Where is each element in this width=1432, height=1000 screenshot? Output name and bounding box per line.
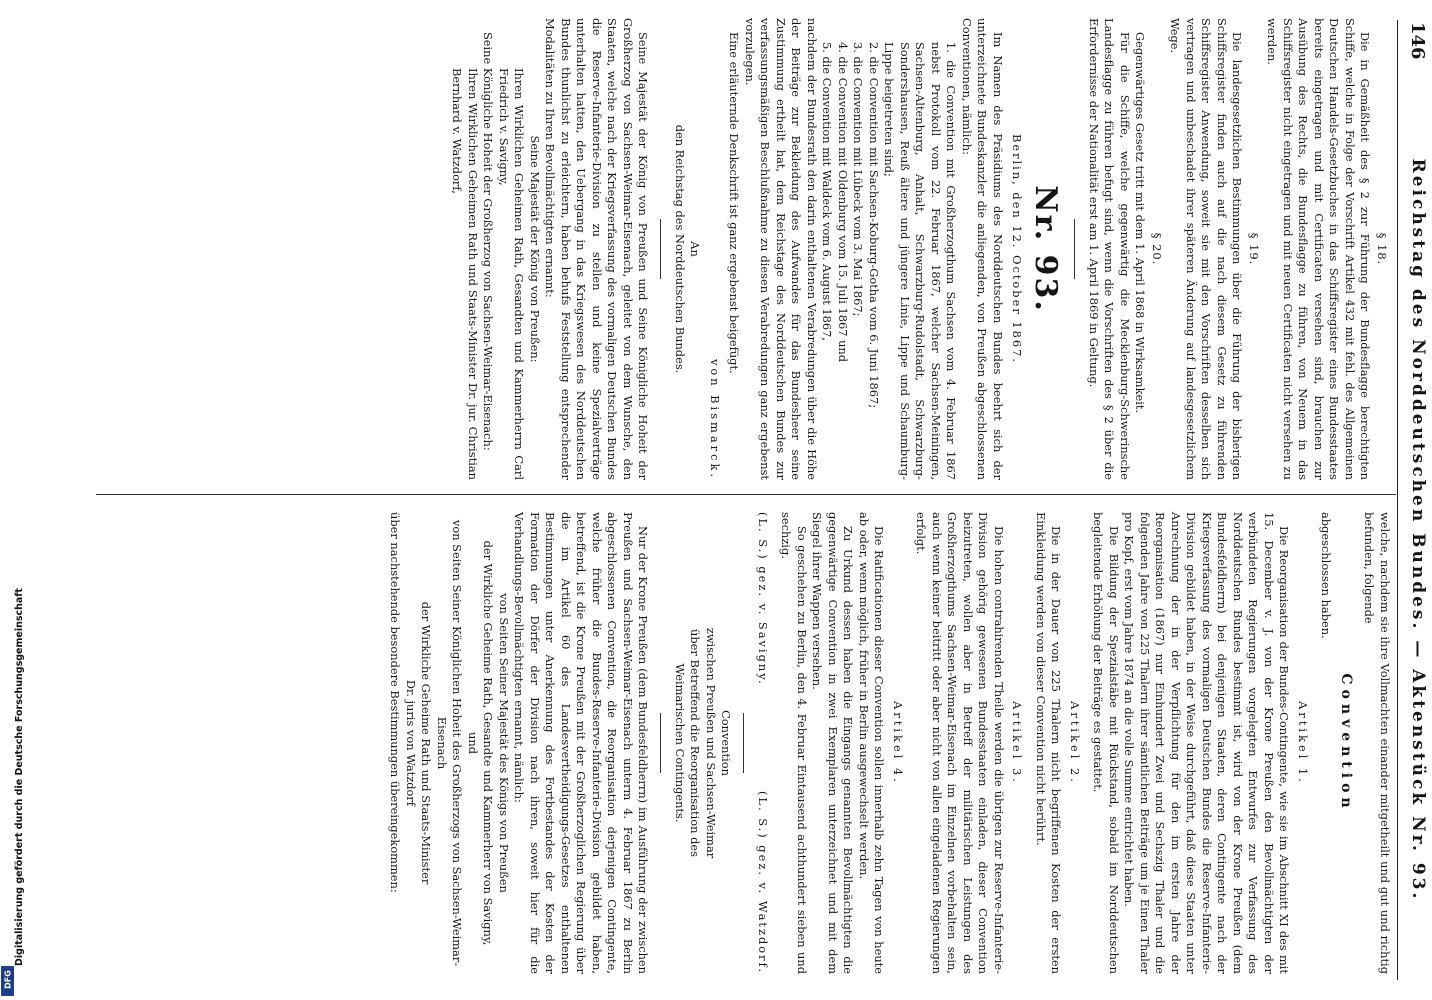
continuation-paragraph: welche, nachdem sie ihre Vollmachten einander mitgetheilt und gut und richtig befunden, folgende bbox=[1362, 512, 1392, 974]
second-convention-title: Convention bbox=[719, 710, 734, 776]
article-1-heading: Artikel 1. bbox=[1296, 701, 1310, 785]
party-2-representative-name: Dr. juris von Watzdorf bbox=[404, 679, 418, 807]
convention-list bbox=[819, 18, 959, 480]
party-1-heading: von Seiten Seiner Majestät des Königs von Preußen bbox=[497, 593, 511, 893]
addressee: den Reichstag des Norddeutschen Bundes. bbox=[673, 124, 687, 374]
left-column bbox=[449, 18, 1392, 480]
dfg-logo-text: DFG bbox=[3, 970, 13, 989]
document-title: Nr. 93. bbox=[1028, 185, 1064, 313]
article-2-text: Die in der Dauer von 225 Thalern nicht begriffenen Kosten der ersten Einkleidung werden von dieser Convention nicht berührt. bbox=[1034, 512, 1064, 974]
article-1-text: Die Reorganisation der Bundes-Contingente, wie sie im Abschnitt XI des mit 15. December v. J. von der Krone Preußen den Bevollmächtigten der verbündeten Regierungen vorgelegten Entwurfes zur Verfassung des Norddeutschen Bundes bestimmt ist, wird von der Krone Preußen (dem Bundesfeldherrn) bei denjenigen Staaten, deren Contingente nach der Kriegsverfassung des vormaligen Deutschen Bundes die Reserve-Infanterie-Division gebildet haben, in der Weise durchgeführt, daß diese Staaten unter Anrechnung der in der Verpflichtung für den im ersten Jahre der Reorganisation (1867) nur Einhundert Zwei und Sechszig Thaler und die folgenden Jahre von 225 Thalern ihrer sämtlichen Beiträge um je Einen Thaler pro Kopf, erst vom Jahre 1874 an die volle Summe entrichtet haben. bbox=[1122, 512, 1292, 974]
intro-paragraph: Im Namen des Präsidiums des Norddeutschen Bundes beehrt sich der unterzeichnete Bundeskanzler die anliegenden, von Preußen abgeschlossenen Conventionen, nämlich: bbox=[960, 18, 1005, 480]
convention-closing: abgeschlossen haben. bbox=[1319, 512, 1334, 639]
printed-sheet bbox=[90, 0, 1432, 1000]
plenipotentiary-1-name: Ihren Wirklichen Geheimen Rath, Gesandten und Kammerherrn Carl Friedrich v. Savigny, bbox=[497, 68, 527, 480]
section-20-heading: § 20. bbox=[1150, 232, 1164, 266]
article-2-heading: Artikel 2. bbox=[1068, 701, 1082, 785]
list-item: 2. die Convention mit Sachsen-Koburg-Gotha vom 6. Juni 1867; bbox=[867, 42, 881, 409]
article-3-heading: Artikel 3. bbox=[1010, 701, 1025, 785]
separator-rule bbox=[661, 219, 662, 279]
column-divider bbox=[96, 494, 1396, 495]
right-column bbox=[387, 512, 1392, 974]
digitization-sidebar bbox=[0, 0, 26, 1000]
party-2-representative: der Wirkliche Geheime Rath und Staats-Minister bbox=[419, 601, 434, 885]
plenipotentiary-2-name: Ihren Wirklichen Geheimen Rath und Staats-Minister Dr. jur. Christian Bernhard v. Watzdorf, bbox=[450, 68, 480, 480]
article-4-text-3: So geschehen zu Berlin, den 4. Februar Eintausend achthundert sieben und sechzig. bbox=[779, 512, 809, 974]
list-item: 3. die Convention mit Lübeck vom 3. Mai 1867; bbox=[851, 42, 866, 317]
signature-savigny: (L. S.) gez. v. Savigny. bbox=[756, 512, 770, 686]
article-1-text-2: Die Bildung der Spezialstäbe mit Rückstand, sobald im Norddeutschen begleitende Erhöhung der Beiträge es gestattet. bbox=[1091, 512, 1121, 974]
convention-title: Convention bbox=[1338, 673, 1354, 813]
addressee-an: An bbox=[688, 241, 703, 257]
party-1-representative: der Wirkliche Geheime Rath, Gesandte und Kammerherr von Savigny, bbox=[481, 540, 496, 946]
section-18-heading: § 18. bbox=[1375, 232, 1389, 266]
separator-rule bbox=[1075, 219, 1076, 279]
protocol-paragraph: Nur der Krone Preußen (dem Bundesfeldherrn) im Ausführung der zwischen Preußen und Sachsen-Weimar-Eisenach unterm 4. Februar 1867 zu Berlin abgeschlossenen Convention, die Reorganisation derjenigen Contingente, welche früher die Bundes-Reserve-Infanterie-Division gebildet haben, betreffend, ist die Krone Preußen mit der Großherzoglichen Regierung über die im Artikel 60 des Landesvertheidigungs-Gesetzes enthaltenen Bestimmungen unter Anerkennung des Fortbestandes der Kosten der Formation der Dörfer der Division nach ihren, soweit hier für die Verhandlungs-Bevollmächtigten ernannt, nämlich: bbox=[512, 512, 651, 974]
plenipotentiary-2-heading: Seine Königliche Hoheit der Großherzog von Sachsen-Weimar-Eisenach: bbox=[481, 32, 496, 451]
list-item: 1. die Convention mit Großherzogthum Sachsen vom 4. Februar 1867 nebst Protokoll vom 22. Februar 1867, welcher Sachsen-Meiningen, Sachsen-Altenburg, Anhalt, Schwarzburg-Rudolstadt, Schwarzburg-Sondershausen, Reuß ältere und jüngere Linie, Lippe und Schaumburg-Lippe beigetreten sind; bbox=[882, 42, 959, 480]
after-list-paragraph: nachdem der Bundesrath den darin enthaltenen Verabredungen über die Höhe der Beiträge zur Bekleidung des Aufwandes für das Bundesheer seine Zustimmung ertheilt hat, dem Reichstage des Norddeutschen Bundes zur verfassungsmäßigen Beschlußnahme zu diesen Verabredungen ganz ergebenst vorzulegen. bbox=[743, 18, 819, 480]
separator-rule bbox=[744, 713, 745, 773]
article-4-text-2: Zu Urkund dessen haben die Eingangs genannten Bevollmächtigten die gegenwärtige Convention in zwei Exemplaren unterzeichnet und mit dem Siegel ihrer Wappen versehen. bbox=[810, 512, 856, 974]
final-line: über nachstehende besondere Bestimmungen übereingekommen: bbox=[388, 512, 403, 893]
section-19-heading: § 19. bbox=[1247, 232, 1261, 266]
list-item: 4. die Convention mit Oldenburg vom 15. Juli 1867 und bbox=[836, 42, 850, 363]
article-3-text: Die hohen contrahirenden Theile werden die übrigen zur Reserve-Infanterie-Division gehörig gewesenen Bundesstaaten einladen, dieser Convention beizutreten, wollen aber in Betreff der militärischen Leistungen des Großherzogthums Sachsen-Weimar-Eisenach im Einzelnen vorbehalten sein, auch wenn keiner beitritt oder aber nicht von allen eingeladenen Regierungen erfolgt. bbox=[914, 512, 1006, 974]
section-19-text: Die landesgesetzlichen Bestimmungen über die Führung der bisherigen Schiffsregister finden auch auf die nach diesem Gesetz zu führenden Schiffsregister Anwendung, soweit sie mit den Vorschriften desselben sich vertragen und unbeschadet ihrer späteren Änderung auf landesgesetzlichem Wege. bbox=[1168, 18, 1245, 480]
digitization-credit: Digitalisierung gefördert durch die Deutsche Forschungsgemeinschaft bbox=[14, 588, 25, 966]
date-line: Berlin, den 12. October 1867. bbox=[1010, 133, 1025, 364]
second-convention-subtitle-1: zwischen Preußen und Sachsen-Weimar bbox=[704, 627, 718, 859]
section-20-text-2: Für die Schiffe, welche gegenwärtig die Mecklenburg-Schwerinsche Landesflagge zu führen befugt sind, wenn die Vorschriften des § 2 über die Erfordernisse der Nationalität erst am 1. April 1869 in Geltung. bbox=[1087, 18, 1132, 480]
conjunction-und: und bbox=[466, 732, 480, 754]
party-2-heading: von Seiten Seiner Königlichen Hoheit des Großherzogs von Sachsen-Weimar-Eisenach bbox=[435, 519, 465, 967]
article-4-heading: Artikel 4. bbox=[891, 701, 905, 785]
explanation-line: Eine erläuternde Denkschrift ist ganz ergebenst beigefügt. bbox=[727, 32, 742, 374]
running-head: Reichstag des Norddeutschen Bundes. — Aktenstück Nr. 93. bbox=[1408, 158, 1428, 902]
scanned-page bbox=[90, 0, 1432, 1000]
section-20-text: Gegenwärtiges Gesetz tritt mit dem 1. April 1868 in Wirksamkeit. bbox=[1133, 32, 1148, 414]
article-4-text: Die Ratificationen dieser Convention sollen innerhalb zehn Tagen von heute ab oder, wenn möglich, früher in Berlin ausgewechselt werden. bbox=[857, 512, 887, 974]
second-convention-subtitle-2: über Betreffend die Reorganisation des bbox=[688, 629, 703, 857]
separator-rule bbox=[661, 713, 662, 773]
header-rule bbox=[1397, 20, 1398, 980]
plenipotentiary-1-heading: Seine Majestät der König von Preußen: bbox=[528, 135, 542, 363]
convention-preamble: Seine Majestät der König von Preußen und Seine Königliche Hoheit der Großherzog von Sachsen-Weimar-Eisenach, geleitet von dem Wunsche, den Staaten, welche nach der Kriegsverfassung des vormaligen Deutschen Bundes die Reserve-Infanterie-Division zu stellen und keine Spezialverträge unterhalten hatten, den Uebergang in das Kriegswesen des Norddeutschen Bundes thunlichst zu erleichtern, haben behufs Feststellung entsprechender Modalitäten zu Ihren Bevollmächtigten ernannt: bbox=[543, 18, 651, 480]
page-number: 146 bbox=[1407, 22, 1428, 60]
second-convention-subtitle-3: Weimarischen Contingents. bbox=[673, 663, 687, 823]
signature-watzdorf: (L. S.) gez. v. Watzdorf. bbox=[756, 790, 770, 974]
list-item: 5. die Convention mit Waldeck vom 6. August 1867, bbox=[820, 42, 835, 342]
signature: von Bismarck. bbox=[708, 358, 722, 480]
signature-row bbox=[755, 512, 771, 974]
section-18-text: Die in Gemäßheit des § 2 zur Führung der Bundesflagge berechtigten Schiffe, welche in Folge der Vorschrift Artikel 432 mit fehl. des Allgemeinen Deutschen Handels-Gesetzbuches in das Schiffsregister eines Bundesstaates bereits eingetragen und mit Certificaten versehen sind, brauchen zur Ausübung des Rechts, die Bundesflagge zu führen, von Neuem in das Schiffsregister nicht eingetragen und mit neuen Certificaten nicht versehen zu werden. bbox=[1265, 18, 1373, 480]
